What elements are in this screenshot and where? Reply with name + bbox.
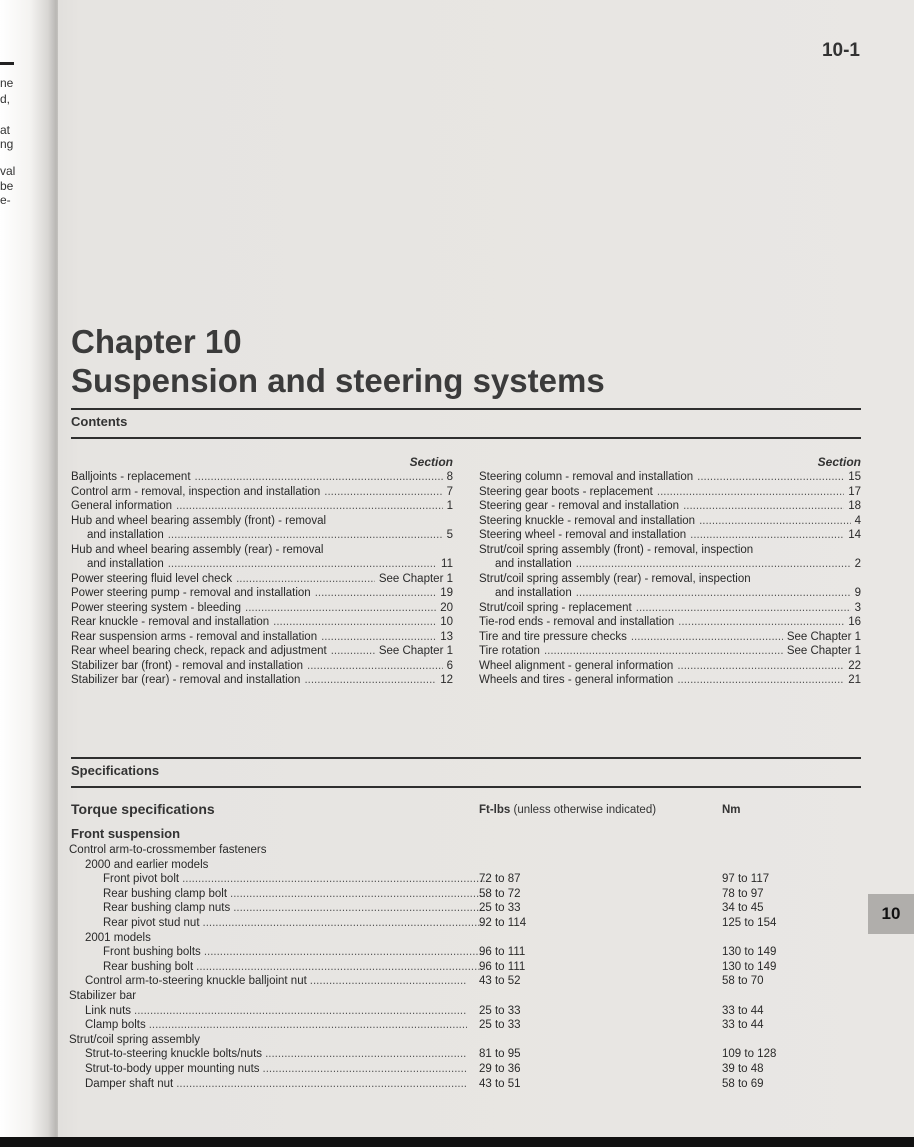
contents-item [479, 528, 861, 543]
spec-nm-value: 58 to 69 [722, 1077, 764, 1090]
contents-item [479, 659, 861, 674]
contents-item-title: Steering gear - removal and installation [479, 500, 680, 512]
spec-label: Strut-to-body upper mounting nuts [85, 1062, 260, 1075]
leader-dots [182, 872, 485, 887]
leader-dots [195, 470, 443, 485]
spec-nm-value: 39 to 48 [722, 1062, 764, 1075]
spec-label: 2000 and earlier models [85, 858, 209, 871]
contents-item-section: 14 [848, 529, 861, 541]
contents-item [479, 615, 861, 630]
contents-item-title: Hub and wheel bearing assembly (rear) - removal [71, 543, 324, 556]
contents-item-title: Steering gear boots - replacement [479, 485, 653, 498]
spec-row [69, 1018, 869, 1033]
rule-contents [71, 437, 861, 439]
contents-item-title: Wheels and tires - general information [479, 674, 674, 686]
spec-label-cell [69, 872, 485, 887]
contents-item-title: Hub and wheel bearing assembly (front) - removal [71, 514, 327, 527]
leader-dots [678, 615, 844, 630]
spec-nm-value: 33 to 44 [722, 1004, 764, 1017]
contents-item-section: 4 [854, 514, 861, 527]
contents-item-section: See Chapter 1 [786, 645, 861, 657]
spec-label: Strut/coil spring assembly [69, 1033, 201, 1046]
contents-item-title: Rear wheel bearing check, repack and adjustment [71, 645, 327, 657]
spec-ftlbs-value: 25 to 33 [479, 902, 521, 915]
contents-item [479, 557, 861, 572]
contents-item [71, 644, 453, 659]
spec-label-cell [69, 843, 451, 858]
contents-item [71, 528, 453, 543]
spec-row [69, 1047, 869, 1062]
contents-item-title: Power steering fluid level check [71, 572, 233, 585]
contents-item-title: Power steering system - bleeding [71, 601, 242, 614]
contents-item [71, 470, 453, 485]
contents-item [479, 601, 861, 616]
contents-item-section: 3 [854, 601, 861, 614]
spec-row [69, 974, 869, 989]
binding-mark [0, 62, 14, 65]
leader-dots [203, 916, 485, 931]
contents-item-title: Strut/coil spring assembly (rear) - removal, inspection [479, 572, 751, 585]
contents-item-section: 1 [446, 500, 453, 512]
binding-fragment: d, [0, 92, 11, 106]
leader-dots [576, 557, 851, 572]
spec-nm-value: 109 to 128 [722, 1048, 777, 1061]
leader-dots [265, 1047, 467, 1062]
contents-item [71, 659, 453, 674]
spec-label-cell [69, 901, 485, 916]
contents-item-section: 22 [848, 659, 861, 672]
spec-ftlbs-value: 92 to 114 [479, 916, 527, 929]
binding-fragment: at [0, 123, 11, 137]
leader-dots [576, 586, 851, 601]
contents-item-section: 8 [446, 471, 453, 483]
contents-item-section: 2 [854, 558, 861, 570]
spec-label-cell [69, 858, 467, 873]
leader-dots [176, 499, 443, 514]
contents-item-title: Tie-rod ends - removal and installation [479, 616, 675, 628]
contents-item [71, 572, 453, 587]
spec-label: Rear bushing bolt [103, 960, 194, 973]
spec-row [69, 960, 869, 975]
spec-ftlbs-value: 58 to 72 [479, 887, 521, 900]
contents-item-section: See Chapter 1 [378, 645, 453, 657]
contents-item-section: See Chapter 1 [786, 630, 861, 643]
contents-item-title: Power steering pump - removal and installation [71, 587, 311, 599]
contents-item-title: Rear knuckle - removal and installation [71, 616, 270, 628]
spec-row [69, 931, 869, 946]
spec-label: Rear bushing clamp bolt [103, 887, 228, 900]
spec-nm-value: 130 to 149 [722, 946, 777, 959]
spec-row [69, 1033, 869, 1048]
contents-item-title: Stabilizer bar (front) - removal and installation [71, 659, 304, 672]
spec-ftlbs-value: 25 to 33 [479, 1019, 521, 1032]
leader-dots [263, 1062, 467, 1077]
leader-dots [134, 1004, 467, 1019]
contents-item-section: 18 [848, 500, 861, 512]
contents-item-title: and installation [495, 558, 572, 570]
spec-nm-value: 130 to 149 [722, 960, 777, 973]
leader-dots [233, 901, 485, 916]
front-suspension-heading: Front suspension [71, 826, 181, 841]
contents-item-section: 21 [848, 674, 861, 686]
spec-label: Damper shaft nut [85, 1077, 174, 1090]
leader-dots [236, 572, 375, 587]
contents-item [71, 557, 453, 572]
leader-dots [657, 485, 844, 500]
contents-item-section: 11 [441, 558, 453, 570]
contents-item-title: Strut/coil spring assembly (front) - removal, inspection [479, 543, 754, 556]
leader-dots [273, 615, 436, 630]
contents-item-section: 5 [446, 529, 453, 541]
spec-nm-value: 125 to 154 [722, 916, 777, 929]
leader-dots [699, 514, 851, 529]
contents-item-section: 7 [446, 485, 453, 498]
contents-item [71, 586, 453, 601]
spec-label-cell [69, 1004, 467, 1019]
spec-row [69, 916, 869, 931]
leader-dots [307, 659, 443, 674]
spec-label-cell [69, 974, 467, 989]
spec-row [69, 901, 869, 916]
spec-ftlbs-value: 96 to 111 [479, 960, 526, 973]
chapter-thumb-tab: 10 [868, 894, 914, 934]
spec-row [69, 989, 869, 1004]
torque-specifications-heading: Torque specifications [71, 801, 215, 817]
spec-row [69, 1077, 869, 1092]
contents-item-title: Steering knuckle - removal and installation [479, 514, 696, 527]
binding-fragment: ne [0, 76, 14, 90]
page-binding-edge [0, 0, 58, 1147]
spec-nm-value: 97 to 117 [722, 873, 770, 886]
contents-item-title: Tire and tire pressure checks [479, 630, 627, 643]
contents-item-section: 6 [446, 659, 453, 672]
spec-label-cell [69, 931, 467, 946]
contents-item [479, 572, 861, 587]
contents-item-title: Stabilizer bar (rear) - removal and installation [71, 674, 301, 686]
contents-item [71, 514, 453, 529]
contents-item [71, 615, 453, 630]
spec-nm-value: 33 to 44 [722, 1019, 764, 1032]
contents-item-section: 19 [440, 587, 453, 599]
contents-item-section: 16 [848, 616, 861, 628]
spec-ftlbs-value: 81 to 95 [479, 1048, 521, 1061]
page-bottom-edge [0, 1137, 914, 1147]
spec-label: Control arm-to-crossmember fasteners [69, 844, 267, 856]
ftlbs-note: (unless otherwise indicated) [510, 804, 657, 816]
spec-nm-value: 58 to 70 [722, 975, 764, 988]
contents-item-title: Rear suspension arms - removal and installation [71, 630, 318, 643]
spec-ftlbs-value: 72 to 87 [479, 873, 521, 886]
spec-row [69, 872, 869, 887]
contents-item-section: 12 [440, 674, 453, 686]
contents-item-title: Wheel alignment - general information [479, 659, 674, 672]
nm-column-header: Nm [722, 804, 741, 816]
spec-label-cell [69, 916, 485, 931]
spec-label: Front bushing bolts [103, 946, 201, 959]
spec-label: Stabilizer bar [69, 989, 137, 1002]
spec-ftlbs-value: 43 to 51 [479, 1077, 521, 1090]
leader-dots [677, 673, 844, 688]
chapter-name: Suspension and steering systems [71, 362, 605, 399]
spec-label: Control arm-to-steering knuckle balljoint nut [85, 975, 307, 988]
rule-specs-bottom [71, 786, 861, 788]
contents-item-title: Strut/coil spring - replacement [479, 601, 632, 614]
contents-item [71, 673, 453, 688]
binding-fragment: e- [0, 193, 11, 207]
rule-top [71, 408, 861, 410]
contents-item [479, 499, 861, 514]
contents-item-title: Steering wheel - removal and installation [479, 529, 687, 541]
chapter-title [71, 322, 605, 400]
contents-item-title: Balljoints - replacement [71, 471, 191, 483]
contents-item [479, 644, 861, 659]
leader-dots [683, 499, 844, 514]
spec-ftlbs-value: 29 to 36 [479, 1062, 521, 1075]
page-number: 10-1 [821, 40, 860, 61]
leader-dots [168, 528, 443, 543]
leader-dots [631, 630, 783, 645]
leader-dots [324, 485, 442, 500]
contents-item [479, 470, 861, 485]
contents-item [71, 601, 453, 616]
leader-dots [245, 601, 436, 616]
contents-item-section: 15 [848, 471, 861, 483]
contents-item-section: 13 [440, 630, 453, 643]
contents-item [479, 543, 861, 558]
spec-ftlbs-value: 43 to 52 [479, 975, 521, 988]
binding-fragment: val [0, 164, 16, 178]
leader-dots [176, 1077, 467, 1092]
leader-dots [149, 1018, 467, 1033]
ftlbs-column-header [479, 804, 656, 816]
binding-fragment: ng [0, 137, 14, 151]
contents-item [71, 630, 453, 645]
leader-dots [315, 586, 437, 601]
contents-item-title: and installation [87, 529, 164, 541]
torque-spec-table [69, 843, 869, 1091]
spec-label-cell [69, 945, 485, 960]
spec-row [69, 1004, 869, 1019]
spec-label: Clamp bolts [85, 1019, 146, 1032]
contents-item [479, 485, 861, 500]
binding-fragment: be [0, 179, 14, 193]
spec-label: Link nuts [85, 1004, 132, 1017]
leader-dots [677, 659, 844, 674]
contents-item-title: and installation [495, 587, 572, 599]
specifications-heading: Specifications [71, 763, 160, 778]
leader-dots [168, 557, 437, 572]
leader-dots [230, 887, 485, 902]
contents-item [71, 543, 453, 558]
contents-item-title: Tire rotation [479, 645, 540, 657]
spec-label: Rear pivot stud nut [103, 916, 200, 929]
contents-item-title: Steering column - removal and installation [479, 471, 694, 483]
spec-ftlbs-value: 25 to 33 [479, 1004, 521, 1017]
leader-dots [196, 960, 485, 975]
spec-label: Strut-to-steering knuckle bolts/nuts [85, 1048, 263, 1061]
spec-label-cell [69, 1077, 467, 1092]
contents-item [479, 514, 861, 529]
spec-label-cell [69, 989, 451, 1004]
contents-heading: Contents [71, 414, 128, 429]
contents-item-title: and installation [87, 558, 164, 570]
contents-item-section: 9 [854, 587, 861, 599]
spec-nm-value: 34 to 45 [722, 902, 764, 915]
contents-item [479, 673, 861, 688]
leader-dots [544, 644, 783, 659]
spec-label: Rear bushing clamp nuts [103, 902, 231, 915]
spec-label-cell [69, 1047, 467, 1062]
contents-item-section: 20 [440, 601, 453, 614]
contents-item-section: 17 [848, 485, 861, 498]
spec-row [69, 945, 869, 960]
spec-label-cell [69, 960, 485, 975]
spec-label: Front pivot bolt [103, 873, 180, 886]
leader-dots [636, 601, 851, 616]
contents-item [479, 630, 861, 645]
leader-dots [697, 470, 844, 485]
leader-dots [321, 630, 436, 645]
contents-item [71, 485, 453, 500]
spec-row [69, 858, 869, 873]
contents-list-right [479, 455, 861, 688]
section-column-header: Section [817, 455, 861, 469]
spec-label-cell [69, 1062, 467, 1077]
leader-dots [204, 945, 485, 960]
contents-item-section: See Chapter 1 [378, 572, 453, 585]
contents-item-title: Control arm - removal, inspection and installation [71, 485, 321, 498]
spec-label: 2001 models [85, 931, 151, 944]
contents-item [479, 586, 861, 601]
rule-specs [71, 757, 861, 759]
contents-list-left [71, 455, 453, 688]
contents-item [71, 499, 453, 514]
leader-dots [304, 673, 436, 688]
spec-label-cell [69, 1033, 451, 1048]
spec-row [69, 843, 869, 858]
spec-label-cell [69, 887, 485, 902]
spec-row [69, 1062, 869, 1077]
ftlbs-label: Ft-lbs [479, 804, 511, 816]
contents-item-section: 10 [440, 616, 453, 628]
spec-ftlbs-value: 96 to 111 [479, 946, 526, 959]
contents-item-title: General information [71, 500, 172, 512]
spec-nm-value: 78 to 97 [722, 887, 764, 900]
section-column-header: Section [409, 455, 453, 469]
leader-dots [331, 644, 375, 659]
spec-label-cell [69, 1018, 467, 1033]
leader-dots [310, 974, 467, 989]
spec-row [69, 887, 869, 902]
chapter-number: Chapter 10 [71, 323, 242, 360]
leader-dots [690, 528, 844, 543]
